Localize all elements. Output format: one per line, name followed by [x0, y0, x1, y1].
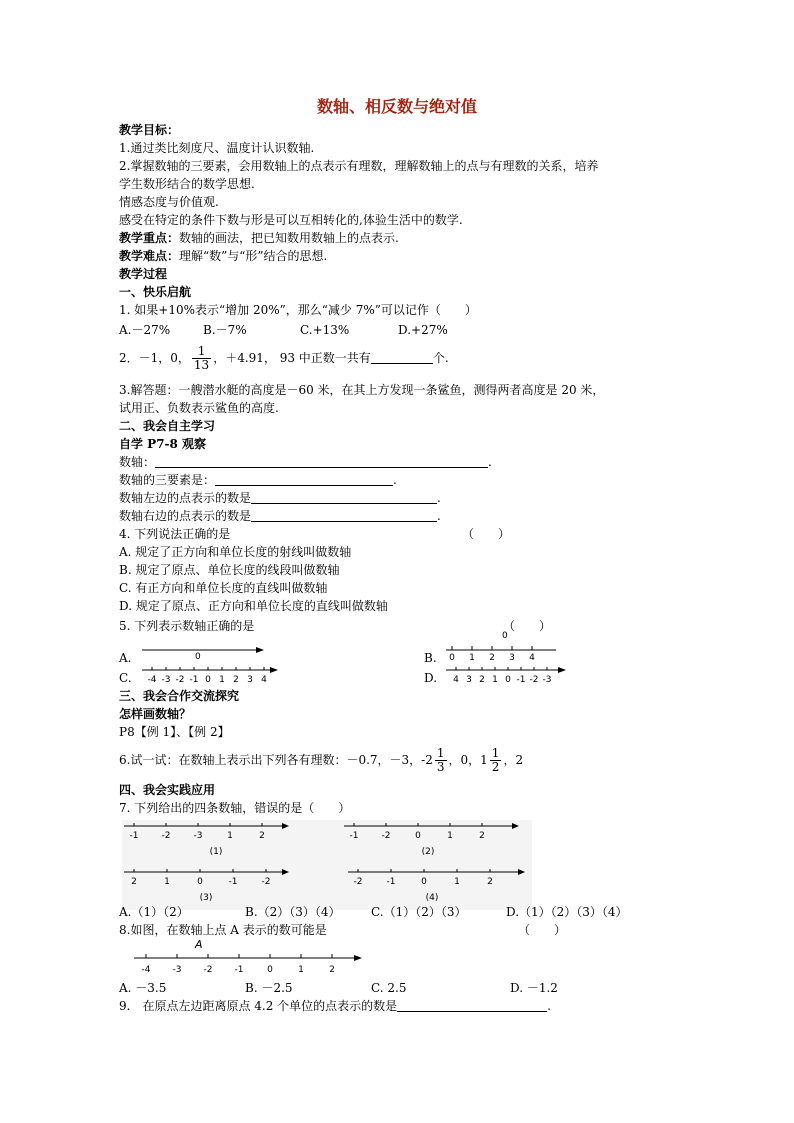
q7-axis-1-label-2: -3 — [193, 831, 203, 841]
q1-option-a: A.－27% — [119, 323, 171, 337]
axis-b-top-label: 0 — [502, 631, 508, 641]
objective-3: 情感态度与价值观. — [119, 195, 219, 209]
q2-fraction — [192, 345, 211, 372]
objective-1: 1.通过类比刻度尺、温度计认识数轴. — [119, 141, 315, 155]
q2-middle: ，＋4.91， 93 中正数一共有 — [213, 351, 371, 365]
objective-2b: 学生数形结合的数学思想. — [119, 177, 255, 191]
axis-b-label-3: 3 — [509, 653, 515, 662]
fill-1-label: 数轴： — [119, 455, 156, 469]
section-2-sub: 自学 P7-8 观察 — [119, 437, 207, 451]
axis-d-label-1: 3 — [466, 675, 472, 685]
fill-3-label: 数轴左边的点表示的数是 — [119, 491, 252, 505]
q2-end: 个. — [432, 351, 449, 365]
q4-paren: （ ） — [462, 527, 511, 541]
objective-2a: 2.掌握数轴的三要素，会用数轴上的点表示有理数，理解数轴上的点与有理数的关系，培养 — [119, 159, 599, 173]
q7-option-a: A.（1）（2） — [119, 905, 189, 919]
arrow-head — [270, 667, 278, 673]
arrow-head — [558, 667, 566, 673]
q5-paren: （ ） — [503, 619, 552, 633]
fill-number-line — [119, 454, 492, 470]
key-point-label: 教学重点： — [119, 231, 180, 245]
question-8: 8.如图，在数轴上点 A 表示的数可能是 — [119, 923, 327, 937]
q4-option-a: A. 规定了正方向和单位长度的射线叫做数轴 — [119, 545, 352, 559]
q4-option-c: C. 有正方向和单位长度的直线叫做数轴 — [119, 581, 328, 595]
q7-axis-1-label-1: -2 — [161, 831, 171, 841]
q5-axis-c — [140, 662, 290, 686]
question-6 — [119, 742, 523, 778]
q7-axis-4-label-0: -2 — [353, 877, 363, 887]
section-3-sub: 怎样画数轴？ — [119, 707, 192, 721]
q6-f1-num: 1 — [436, 746, 445, 760]
q7-axis-4-label-2: 0 — [421, 877, 427, 887]
fill-2-label: 数轴的三要素是： — [119, 473, 216, 487]
fill-three-elements — [119, 472, 397, 488]
axis-c-label-4: 0 — [205, 675, 211, 685]
q7-axis-3-label-0: 2 — [131, 877, 137, 887]
axis-b-label-2: 2 — [489, 653, 495, 662]
axis-d-label-5: -1 — [516, 675, 526, 685]
q8-axis-label-6: 2 — [329, 965, 335, 975]
arrow-head — [256, 647, 264, 653]
q5-axis-b — [444, 630, 564, 662]
q2-prefix: 2．－1，0， — [119, 351, 190, 365]
axis-b-label-1: 1 — [469, 653, 475, 662]
q7-axis-3-label-2: 0 — [197, 877, 203, 887]
fill-3-dot: . — [437, 491, 441, 505]
fill-1-dot: . — [488, 455, 492, 469]
q1-option-d: D.+27% — [398, 323, 448, 337]
q5-label-a: A. — [119, 651, 132, 665]
fill-3-blank[interactable] — [251, 491, 437, 504]
q5-label-d: D. — [424, 671, 438, 685]
q7-axis-2-caption: (2) — [421, 847, 435, 857]
q7-axis-1-label-0: -1 — [129, 831, 139, 841]
q7-axis-3-label-4: -2 — [261, 877, 271, 887]
question-3b: 试用正、负数表示鲨鱼的高度. — [119, 401, 279, 415]
q7-axis-2-label-0: -1 — [349, 831, 359, 841]
q7-axis-2-label-3: 1 — [447, 831, 453, 841]
axis-c-label-8: 4 — [261, 675, 267, 685]
q8-option-c: C. 2.5 — [371, 981, 407, 995]
q4-option-b: B. 规定了原点、单位长度的线段叫做数轴 — [119, 563, 340, 577]
q2-numerator: 1 — [192, 345, 211, 359]
q1-option-c: C.+13% — [300, 323, 350, 337]
axis-d-label-3: 1 — [492, 675, 498, 685]
q6-f1-den: 3 — [436, 760, 445, 774]
q8-option-a: A. －3.5 — [119, 981, 167, 995]
axis-b-label-0: 0 — [449, 653, 455, 662]
q7-axis-1-label-3: 1 — [227, 831, 233, 841]
q8-axis-label-0: -4 — [141, 965, 151, 975]
axis-d-label-0: 4 — [453, 675, 459, 685]
question-3a: 3.解答题：一艘潜水艇的高度是－60 米，在其上方发现一条鲨鱼，测得两者高度是 20 米， — [119, 383, 605, 397]
q7-axis-2-label-2: 0 — [415, 831, 421, 841]
q2-denominator: 13 — [193, 358, 210, 372]
figure-background — [122, 820, 532, 910]
axis-d-label-2: 2 — [479, 675, 485, 685]
q9-text: 9. 在原点左边距离原点 4.2 个单位的点表示的数是 — [119, 999, 398, 1013]
q8-axis-label-1: -3 — [172, 965, 182, 975]
q2-answer-blank[interactable] — [371, 351, 433, 364]
question-9 — [119, 998, 551, 1014]
axis-c-label-5: 1 — [219, 675, 225, 685]
fill-4-dot: . — [437, 509, 441, 523]
q7-option-b: B.（2）（3）（4） — [245, 905, 341, 919]
q7-axis-4-label-3: 1 — [454, 877, 460, 887]
axis-c-label-0: -4 — [147, 675, 157, 685]
q7-option-d: D.（1）（2）（3）（4） — [506, 905, 628, 919]
q6-end: ，2 — [503, 753, 524, 767]
q5-label-b: B. — [424, 651, 437, 665]
q8-option-b: B. －2.5 — [245, 981, 293, 995]
q8-axis-label-2: -2 — [203, 965, 213, 975]
q7-axis-3-label-1: 1 — [164, 877, 170, 887]
fill-4-blank[interactable] — [251, 509, 437, 522]
question-1: 1. 如果+10%表示“增加 20%”，那么“减少 7%”可以记作（ ） — [119, 303, 477, 317]
q6-fraction-1 — [435, 747, 447, 774]
q7-axis-4-label-1: -1 — [386, 877, 396, 887]
q7-axis-1-caption: (1) — [209, 847, 223, 857]
q6-f2-den: 2 — [491, 760, 500, 774]
q8-option-d: D. －1.2 — [510, 981, 558, 995]
objective-4: 感受在特定的条件下数与形是可以互相转化的,体验生活中的数学. — [119, 213, 463, 227]
key-point — [119, 230, 399, 246]
q8-axis-label-3: -1 — [234, 965, 244, 975]
axis-a-label-0: 0 — [195, 652, 201, 660]
q9-end: . — [547, 999, 551, 1013]
difficult-point — [119, 248, 327, 264]
q7-axis-1-label-4: 2 — [259, 831, 265, 841]
difficult-point-label: 教学难点： — [119, 249, 180, 263]
q5-axis-d — [444, 662, 574, 686]
q6-f2-num: 1 — [491, 746, 500, 760]
section-3-heading: 三、我会合作交流探究 — [119, 689, 240, 703]
axis-c-label-1: -3 — [161, 675, 171, 685]
difficult-point-text: 理解“数”与“形”结合的思想. — [179, 249, 328, 263]
q8-axis — [130, 936, 370, 978]
fill-right-points — [119, 508, 441, 524]
q4-option-d: D. 规定了原点、正方向和单位长度的直线叫做数轴 — [119, 599, 388, 613]
axis-d-label-4: 0 — [505, 675, 511, 685]
q6-fraction-2 — [490, 747, 502, 774]
q8-paren: （ ） — [518, 923, 567, 937]
q7-axis-2-label-1: -2 — [381, 831, 391, 841]
q5-axis-a — [140, 640, 270, 660]
fill-2-blank[interactable] — [215, 473, 393, 486]
q7-axis-3-caption: (3) — [199, 893, 213, 903]
axis-d-label-6: -2 — [529, 675, 539, 685]
section-2-heading: 二、我会自主学习 — [119, 419, 216, 433]
q9-answer-blank[interactable] — [397, 999, 547, 1012]
q7-axes-figure — [122, 820, 532, 910]
axis-c-label-2: -2 — [175, 675, 185, 685]
key-point-text: 数轴的画法，把已知数用数轴上的点表示. — [179, 231, 399, 245]
question-4: 4. 下列说法正确的是 — [119, 527, 231, 541]
q5-label-c: C. — [119, 671, 132, 685]
q7-axis-3-label-3: -1 — [228, 877, 238, 887]
examples-ref: P8【例 1】、【例 2】 — [119, 725, 230, 739]
q8-axis-label-5: 1 — [298, 965, 304, 975]
axis-c-label-3: -1 — [189, 675, 199, 685]
question-5: 5. 下列表示数轴正确的是 — [119, 619, 255, 633]
q7-axis-2-label-4: 2 — [479, 831, 485, 841]
fill-left-points — [119, 490, 441, 506]
fill-1-blank[interactable] — [155, 455, 488, 468]
process-heading: 教学过程 — [119, 267, 168, 281]
section-1-heading: 一、快乐启航 — [119, 285, 192, 299]
q1-option-b: B.－7% — [203, 323, 247, 337]
section-4-heading: 四、我会实践应用 — [119, 783, 216, 797]
axis-c-label-7: 3 — [247, 675, 253, 685]
axis-d-label-7: -3 — [542, 675, 552, 685]
question-2 — [119, 340, 449, 376]
question-7: 7. 下列给出的四条数轴，错误的是（ ） — [119, 801, 351, 815]
fill-2-dot: . — [393, 473, 397, 487]
q7-axis-4-caption: (4) — [425, 893, 439, 903]
q6-middle: ，0，1 — [448, 753, 488, 767]
objectives-heading: 教学目标： — [119, 123, 180, 137]
axis-b-label-4: 4 — [529, 653, 535, 662]
q7-axis-4-label-4: 2 — [487, 877, 493, 887]
point-a-label: A — [195, 938, 203, 951]
q7-option-c: C.（1）（2）（3） — [371, 905, 467, 919]
q6-prefix: 6.试一试：在数轴上表示出下列各有理数：－0.7，－3，-2 — [119, 753, 433, 767]
fill-4-label: 数轴右边的点表示的数是 — [119, 509, 252, 523]
q8-axis-label-4: 0 — [267, 965, 273, 975]
page-title: 数轴、相反数与绝对值 — [316, 97, 477, 116]
axis-c-label-6: 2 — [233, 675, 239, 685]
arrow-head — [354, 955, 362, 961]
